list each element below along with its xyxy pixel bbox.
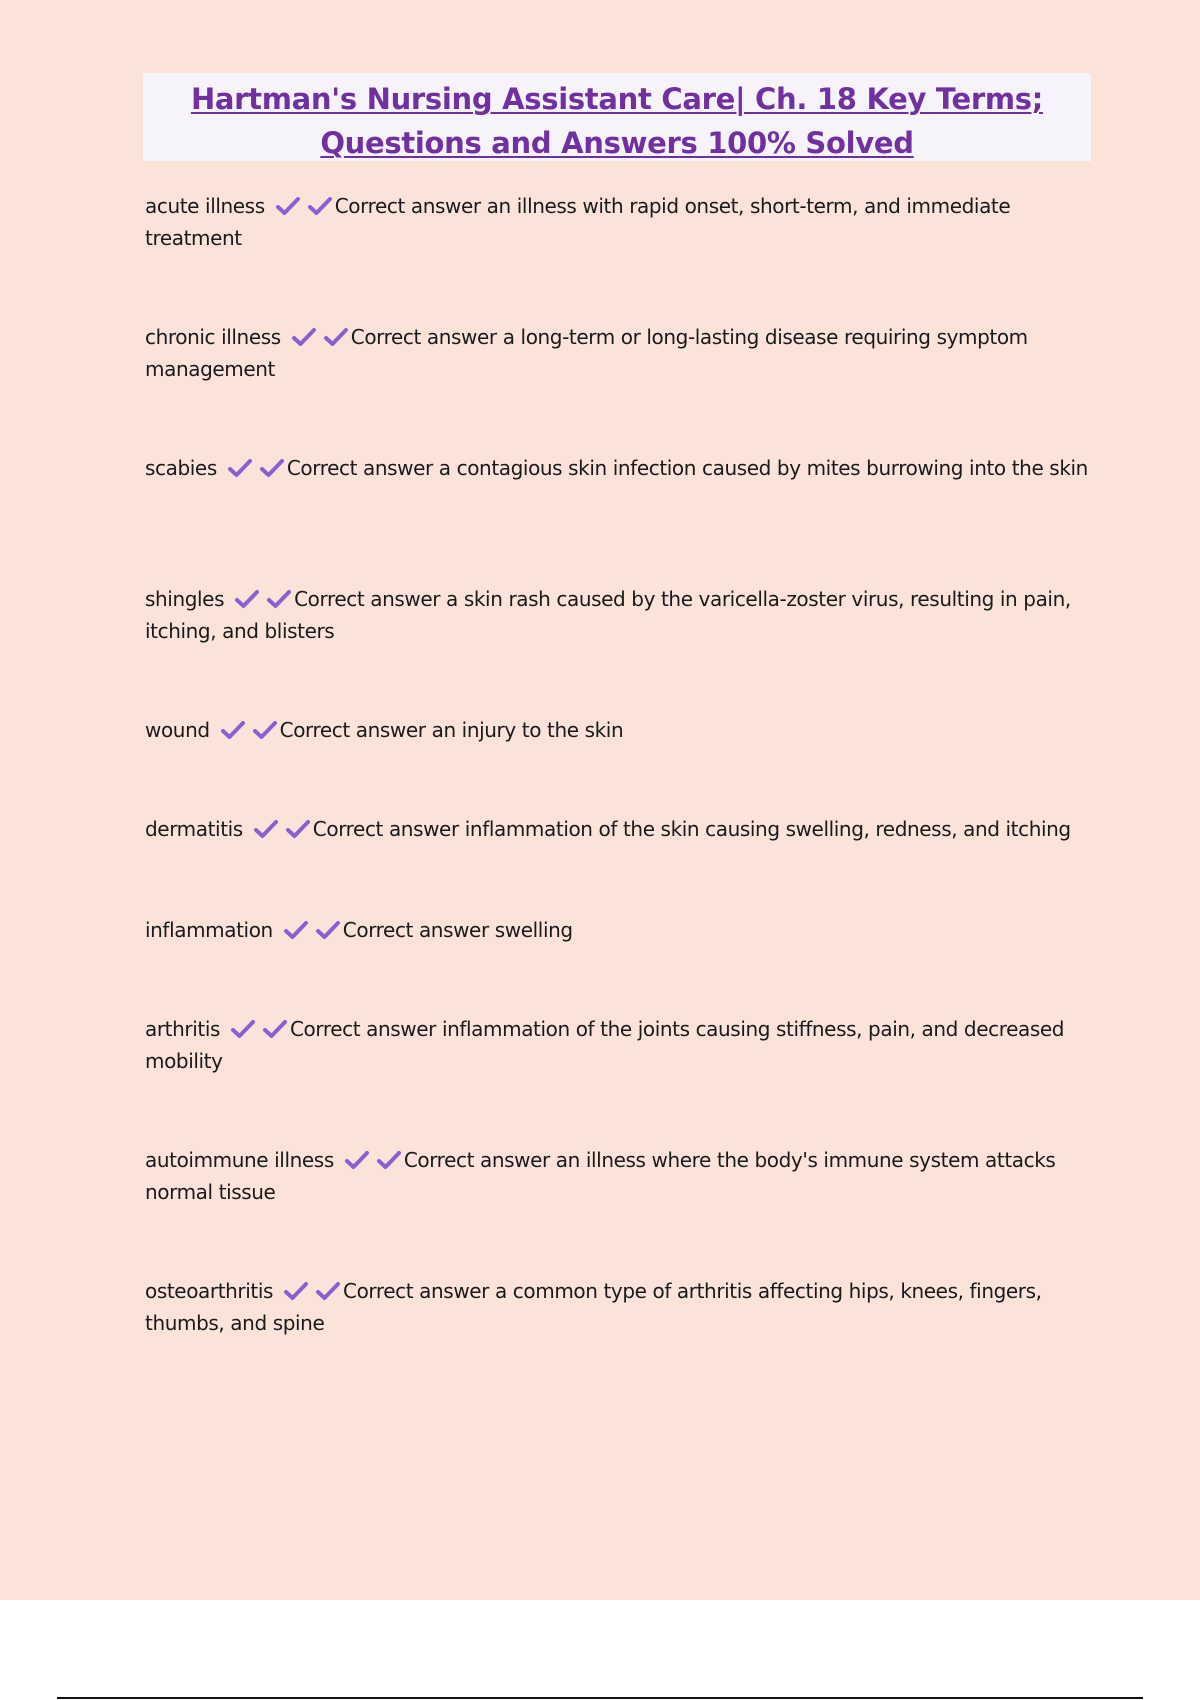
checkmark-icon (376, 1150, 402, 1170)
answer-prefix: Correct answer (350, 325, 497, 349)
checkmark-icon (315, 1281, 341, 1301)
checkmark-icon (291, 327, 317, 347)
answer-prefix: Correct answer (294, 587, 441, 611)
answer-prefix: Correct answer (334, 194, 481, 218)
list-item-chronic-illness (145, 321, 1090, 385)
checkmark-icon (283, 920, 309, 940)
checkmark-icon (234, 589, 260, 609)
term: osteoarthritis (145, 1279, 274, 1303)
term: scabies (145, 456, 217, 480)
checkmark-icon (283, 1281, 309, 1301)
definition: a contagious skin infection caused by mites burrowing into the skin (438, 456, 1088, 480)
term: acute illness (145, 194, 265, 218)
definition: a common type of arthritis affecting hips, knees, fingers, thumbs, and spine (145, 1279, 1042, 1335)
list-item-inflammation (145, 914, 1090, 946)
list-item-shingles (145, 583, 1090, 647)
answer-prefix: Correct answer (343, 1279, 490, 1303)
definition: an injury to the skin (431, 718, 624, 742)
answer-prefix: Correct answer (403, 1148, 550, 1172)
term: autoimmune illness (145, 1148, 334, 1172)
definition: swelling (494, 918, 573, 942)
definition: a long-term or long-lasting disease requiring symptom management (145, 325, 1028, 381)
term: chronic illness (145, 325, 281, 349)
term: shingles (145, 587, 225, 611)
checkmark-icon (323, 327, 349, 347)
title-box (143, 73, 1091, 161)
definition: inflammation of the joints causing stiffness, pain, and decreased mobility (145, 1017, 1065, 1073)
list-item-arthritis (145, 1013, 1090, 1077)
definition: a skin rash caused by the varicella-zoster virus, resulting in pain, itching, and blisters (145, 587, 1071, 643)
document-title-line-1: Hartman's Nursing Assistant Care| Ch. 18 Key Terms; (190, 82, 1044, 116)
list-item-acute-illness (145, 190, 1090, 254)
term: dermatitis (145, 817, 243, 841)
definition: an illness with rapid onset, short-term, and immediate treatment (145, 194, 1011, 250)
checkmark-icon (259, 458, 285, 478)
checkmark-icon (227, 458, 253, 478)
checkmark-icon (220, 720, 246, 740)
term: inflammation (145, 918, 273, 942)
list-item-autoimmune-illness (145, 1144, 1090, 1208)
checkmark-icon (262, 1019, 288, 1039)
list-item-osteoarthritis (145, 1275, 1090, 1339)
checkmark-icon (230, 1019, 256, 1039)
checkmark-icon (266, 589, 292, 609)
document-title-line-2: Questions and Answers 100% Solved (320, 126, 914, 160)
answer-prefix: Correct answer (279, 718, 426, 742)
checkmark-icon (253, 819, 279, 839)
term: wound (145, 718, 210, 742)
checkmark-icon (307, 196, 333, 216)
definition: an illness where the body's immune system attacks normal tissue (145, 1148, 1056, 1204)
answer-prefix: Correct answer (342, 918, 489, 942)
checkmark-icon (315, 920, 341, 940)
term: arthritis (145, 1017, 220, 1041)
list-item-dermatitis (145, 813, 1090, 845)
checkmark-icon (275, 196, 301, 216)
list-item-scabies (145, 452, 1090, 484)
answer-prefix: Correct answer (312, 817, 459, 841)
answer-prefix: Correct answer (286, 456, 433, 480)
checkmark-icon (344, 1150, 370, 1170)
checkmark-icon (252, 720, 278, 740)
definition: inflammation of the skin causing swelling, redness, and itching (464, 817, 1071, 841)
footer-divider (57, 1697, 1143, 1699)
answer-prefix: Correct answer (289, 1017, 436, 1041)
list-item-wound (145, 714, 1090, 746)
checkmark-icon (285, 819, 311, 839)
